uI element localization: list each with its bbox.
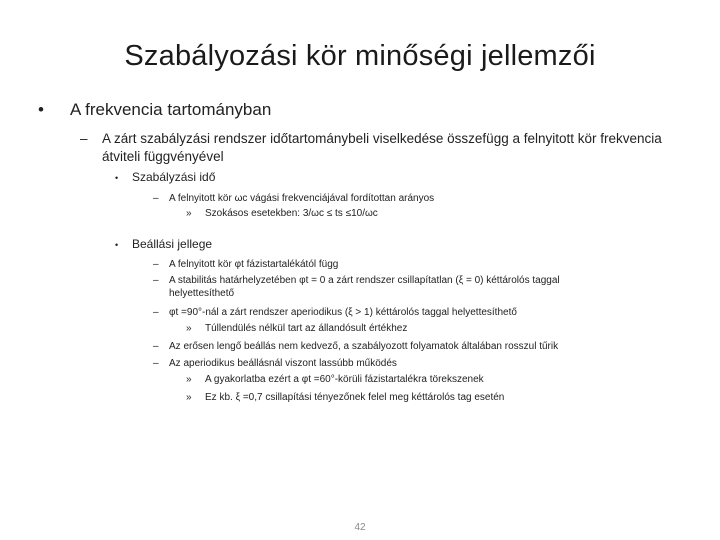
bullet-text: Szokásos esetekben: 3/ωc ≤ ts ≤10/ωc [205,208,378,219]
bullet-text: A stabilitás határhelyzetében φt = 0 a zárt rendszer csillapítatlan (ξ = 0) kéttárolós taggal helyettesíthető [169,275,560,299]
bullet-text: Beállási jellege [132,237,213,251]
bullet-marker: • [115,240,119,250]
bullet-text: A felnyitott kör φt fázistartalékától függ [169,259,339,270]
bullet-marker: – [80,131,88,146]
slide-title: Szabályozási kör minőségi jellemzői [124,40,596,72]
bullet-marker: – [153,193,159,204]
bullet-text: A zárt szabályzási rendszer időtartománybeli viselkedése összefügg a felnyitott kör frekvencia átviteli függvényével [102,131,662,164]
bullet-marker: » [186,208,192,219]
bullet-marker: » [186,374,192,385]
bullet-text: Ez kb. ξ =0,7 csillapítási tényezőnek felel meg kéttárolós tag esetén [205,392,505,403]
bullet-marker: • [115,173,119,183]
bullet-marker: • [38,100,44,119]
bullet-marker: » [186,392,192,403]
bullet-text: Az aperiodikus beállásnál viszont lassúbb működés [169,358,397,369]
bullet-text: Túllendülés nélkül tart az állandósult értékhez [205,323,408,334]
page-number: 42 [354,522,366,533]
bullet-text: A frekvencia tartományban [70,100,272,119]
bullet-text: Szabályzási idő [132,170,216,184]
bullet-text: A gyakorlatba ezért a φt =60°-körüli fázistartalékra törekszenek [205,374,484,385]
bullet-marker: – [153,307,159,318]
bullet-marker: – [153,341,159,352]
bullet-text: Az erősen lengő beállás nem kedvező, a szabályozott folyamatok általában rosszul tűrik [169,341,559,352]
bullet-marker: – [153,259,159,270]
bullet-marker: » [186,323,192,334]
bullet-marker: – [153,358,159,369]
bullet-text: φt =90°-nál a zárt rendszer aperiodikus (ξ > 1) kéttárolós taggal helyettesíthető [169,307,517,318]
bullet-text: A felnyitott kör ωc vágási frekvenciájával fordítottan arányos [169,193,435,204]
bullet-marker: – [153,275,159,286]
